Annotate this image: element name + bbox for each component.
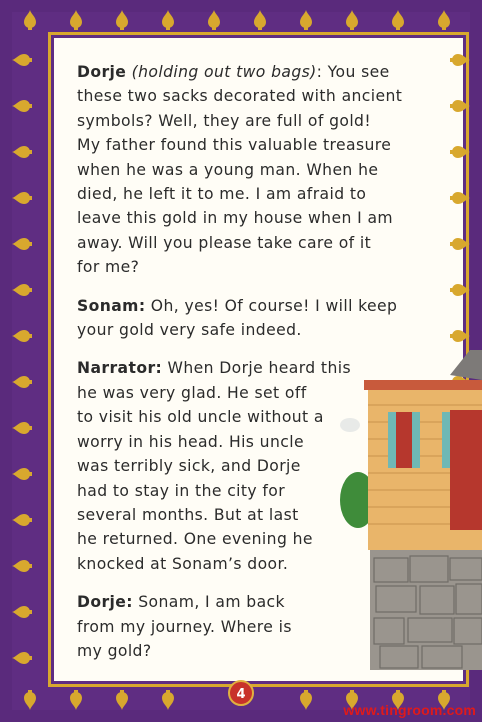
text-line: : You see (316, 63, 390, 81)
roof-shape (450, 350, 482, 380)
gold-ornament (390, 10, 406, 30)
text-line: had to stay in the city for (77, 481, 286, 500)
gold-ornament (114, 10, 130, 30)
text-line: to visit his old uncle without a (77, 408, 324, 427)
text-line: leave this gold in my house when I am (77, 209, 393, 228)
text-line: Oh, yes! Of course! I will keep (145, 296, 398, 315)
window (396, 412, 412, 468)
stone-foundation (370, 550, 482, 670)
paragraph-sonam (77, 294, 407, 343)
gold-ornament (450, 328, 470, 344)
gold-ornament (68, 10, 84, 30)
gold-ornament (12, 650, 32, 666)
gold-ornament (12, 466, 32, 482)
gold-ornament (114, 690, 130, 710)
house-illustration (330, 350, 482, 680)
stage-direction: (holding out two bags) (131, 63, 317, 81)
shutter (388, 412, 396, 468)
speaker-name: Dorje (77, 63, 127, 81)
gold-ornament (206, 10, 222, 30)
gold-ornament (12, 98, 32, 114)
gold-ornament (450, 282, 470, 298)
gold-ornament (22, 690, 38, 710)
speaker-name: Narrator: (77, 359, 163, 378)
gold-ornament (160, 690, 176, 710)
gold-ornament (450, 144, 470, 160)
text-line: when he was a young man. When he (77, 160, 379, 179)
page-number-badge: 4 (228, 680, 254, 706)
gold-ornament (12, 420, 32, 436)
door (450, 410, 482, 530)
speaker-name: Dorje: (77, 593, 133, 612)
text-line: my gold? (77, 641, 152, 660)
gold-ornament (12, 190, 32, 206)
gold-ornament (12, 512, 32, 528)
gold-ornament (450, 98, 470, 114)
text-line: Sonam, I am back (132, 593, 285, 612)
text-line: My father found this valuable treasure (77, 136, 392, 155)
gold-ornament (12, 328, 32, 344)
gold-ornament (450, 52, 470, 68)
text-line: away. Will you please take care of it (77, 233, 372, 252)
gold-ornament (450, 190, 470, 206)
gold-ornament (298, 690, 314, 710)
text-line: When Dorje heard this (162, 359, 351, 378)
text-line: for me? (77, 258, 140, 277)
text-line: was terribly sick, and Dorje (77, 457, 301, 476)
gold-ornament (12, 236, 32, 252)
gold-ornament (298, 10, 314, 30)
text-line: your gold very safe indeed. (77, 321, 302, 340)
gold-ornament (450, 236, 470, 252)
text-line: several months. But at last (77, 505, 299, 524)
paragraph-dorje-1 (77, 60, 407, 280)
gold-ornament (12, 52, 32, 68)
gold-ornament (12, 282, 32, 298)
text-line: from my journey. Where is (77, 617, 292, 636)
gold-ornament (436, 10, 452, 30)
text-line: symbols? Well, they are full of gold! (77, 111, 372, 130)
shutter (442, 412, 450, 468)
text-line: he was very glad. He set off (77, 383, 307, 402)
gold-ornament (68, 690, 84, 710)
gold-ornament (12, 558, 32, 574)
shutter (412, 412, 420, 468)
text-line: died, he left it to me. I am afraid to (77, 185, 367, 204)
gold-ornament (12, 604, 32, 620)
gold-ornament (22, 10, 38, 30)
gold-ornament (12, 374, 32, 390)
gold-ornament (160, 10, 176, 30)
text-line: knocked at Sonam’s door. (77, 554, 289, 573)
gold-ornament (344, 10, 360, 30)
speaker-name: Sonam: (77, 296, 146, 315)
text-line: worry in his head. His uncle (77, 432, 304, 451)
text-line: he returned. One evening he (77, 530, 313, 549)
gold-ornament (12, 144, 32, 160)
text-line: these two sacks decorated with ancient (77, 87, 403, 106)
gold-ornament (252, 10, 268, 30)
watermark-text: www.tingroom.com (343, 702, 476, 718)
cloud (340, 418, 360, 432)
roof-edge (364, 380, 482, 390)
